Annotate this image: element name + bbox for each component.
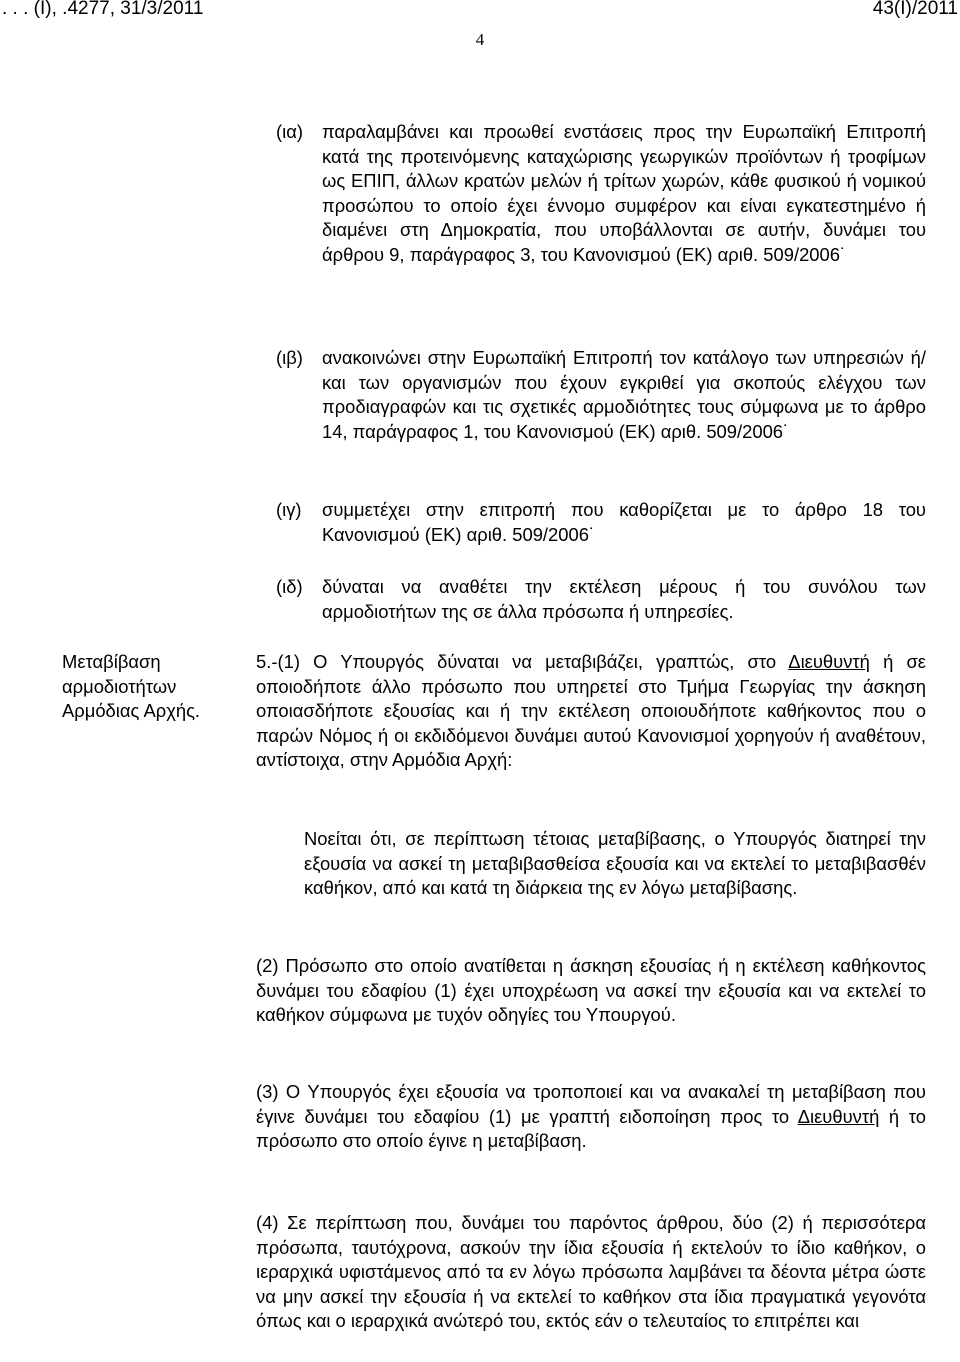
section-5-paragraph-1: 5.-(1) Ο Υπουργός δύναται να μεταβιβάζει, γραπτώς, στο Διευθυντή ή σε οποιοδήποτε άλλο πρόσωπο που υπηρετεί στο Τμήμα Γεωργίας την άσκηση οποιασδήποτε εξουσίας και ή την εκτέλεση οποιουδήποτε καθήκοντος που ο παρών Νόμος ή οι εκδιδόμενοι δυνάμει αυτού Κανονισμοί χορηγούν ή αναθέτουν, αντίστοιχα, στην Αρμόδια Αρχή: <box>256 651 927 771</box>
item-label: (ιγ) <box>276 499 302 520</box>
margin-note-line: Μεταβίβαση <box>62 651 161 672</box>
director-term: Διευθυντή <box>788 651 870 672</box>
proviso-paragraph: Νοείται ότι, σε περίπτωση τέτοιας μεταβίβασης, ο Υπουργός διατηρεί την εξουσία να ασκεί τη μεταβιβασθείσα εξουσία και να εκτελεί το μεταβιβασθέν καθήκον, από και κατά τη διάρκεια της εν λόγω μεταβίβασης. <box>304 828 926 899</box>
director-term: Διευθυντή <box>797 1105 880 1127</box>
item-text: δύναται να αναθέτει την εκτέλεση μέρους ή του συνόλου των αρμοδιοτήτων της σε άλλα πρόσωπα ή υπηρεσίες. <box>322 576 926 622</box>
list-item-ia <box>276 120 926 268</box>
item-text: ανακοινώνει στην Ευρωπαϊκή Επιτροπή τον κατάλογο των υπηρεσιών ή/και των οργανισμών που έχουν εγκριθεί για σκοπούς ελέγχου των προδιαγραφών και τις σχετικές αρμοδιότητες τους σύμφωνα με το άρθρο 14, παράγραφος 1, του Κανονισμού (ΕΚ) αριθ. 509/2006˙ <box>322 347 926 442</box>
item-text: παραλαμβάνει και προωθεί ενστάσεις προς την Ευρωπαϊκή Επιτροπή κατά της προτεινόμενης καταχώρισης γεωργικών προϊόντων ή τροφίμων ως ΕΠΙΠ, άλλων κρατών μελών ή τρίτων χωρών, κάθε φυσικού ή νομικού προσώπου το οποίο έχει έννομο συμφέρον και είναι εγκατεστημένο ή διαμένει στη Δημοκρατία, που υποβάλλονται σε αυτήν, δυνάμει του άρθρου 9, παράγραφος 3, του Κανονισμού (ΕΚ) αριθ. 509/2006˙ <box>322 121 926 265</box>
item-text: συμμετέχει στην επιτροπή που καθορίζεται με το άρθρο 18 του Κανονισμού (ΕΚ) αριθ. 509/2006˙ <box>322 499 926 545</box>
gazette-reference: . . . (Ι), .4277, 31/3/2011 <box>2 0 204 19</box>
list-item-id <box>276 575 926 624</box>
item-label: (ια) <box>276 121 303 142</box>
law-number: 43(Ι)/2011 <box>872 0 958 19</box>
item-label: (ιδ) <box>276 576 303 597</box>
section-5-paragraph-3: (3) Ο Υπουργός έχει εξουσία να τροποποιεί και να ανακαλεί τη μεταβίβαση που έγινε δυνάμει του εδαφίου (1) με γραπτή ειδοποίηση προς το Διευθυντή ή το πρόσωπο στο οποίο έγινε η μεταβίβαση. <box>256 1081 926 1152</box>
page-header <box>0 0 960 26</box>
item-label: (ιβ) <box>276 347 303 368</box>
page-number: 4 <box>475 30 485 49</box>
margin-note <box>62 650 252 724</box>
list-item-ig <box>276 498 926 547</box>
margin-note-line: αρμοδιοτήτων <box>62 675 177 697</box>
list-item-ib <box>276 346 926 444</box>
section-5-paragraph-4: (4) Σε περίπτωση που, δυνάμει του παρόντος άρθρου, δύο (2) ή περισσότερα πρόσωπα, ταυτόχρονα, ασκούν την ίδια εξουσία ή εκτελούν το ίδιο καθήκον, ο ιεραρχικά υφιστάμενος από τα εν λόγω πρόσωπα λαμβάνει τα δέοντα μέτρα ώστε να μην ασκεί την εξουσία ή να εκτελεί το καθήκον στα ίδια πραγματικά γεγονότα όπως και ο ιεραρχικά ανώτερό του, εκτός εάν ο τελευταίος το επιτρέπει και <box>256 1212 926 1332</box>
section-5-paragraph-2: (2) Πρόσωπο στο οποίο ανατίθεται η άσκηση εξουσίας ή η εκτέλεση καθήκοντος δυνάμει του εδαφίου (1) έχει υποχρέωση να ασκεί την εξουσία και να εκτελεί το καθήκον σύμφωνα με τυχόν οδηγίες του Υπουργού. <box>256 955 926 1026</box>
margin-note-line: Αρμόδιας Αρχής. <box>62 700 201 722</box>
